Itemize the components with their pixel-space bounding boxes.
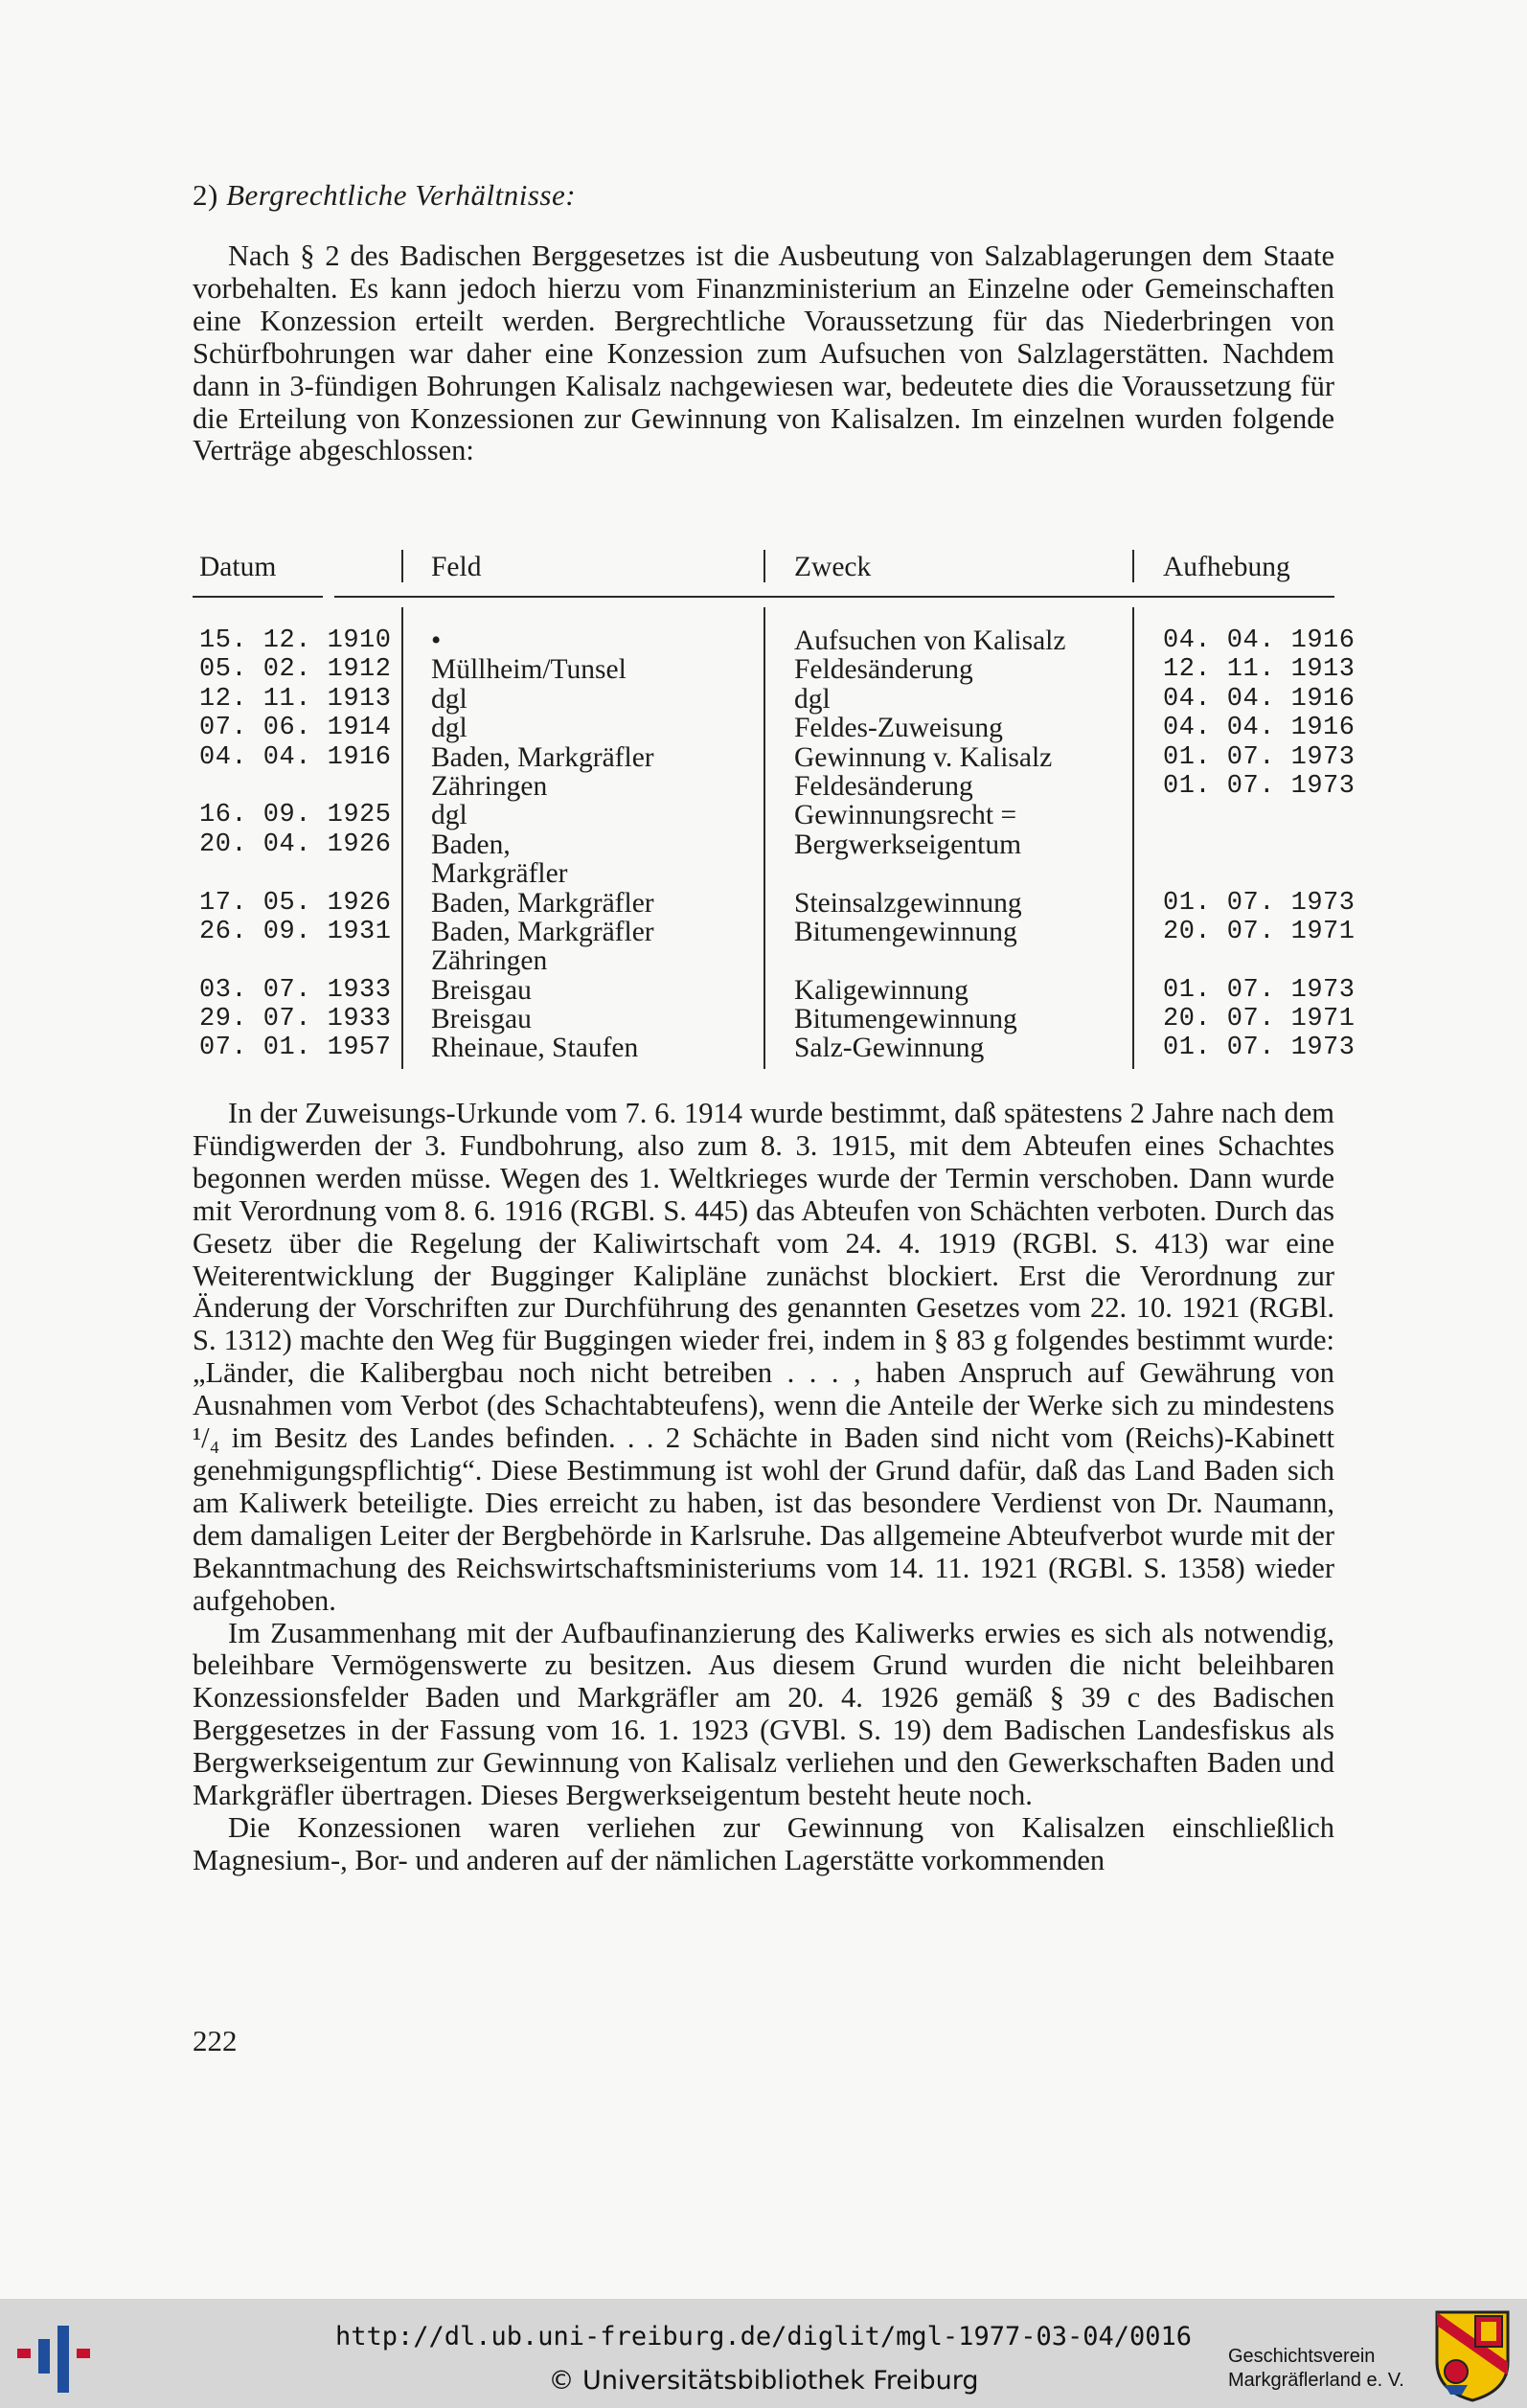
cell-datum: 20. 04. 1926 — [199, 829, 392, 859]
cell-datum: 07. 01. 1957 — [199, 1034, 392, 1063]
cell-feld: Breisgau — [431, 1004, 532, 1035]
intro-paragraph-block — [193, 240, 1334, 467]
cell-aufhebung: 01. 07. 1973 — [1163, 771, 1356, 801]
cell-zweck: Feldes-Zuweisung — [794, 713, 1003, 744]
table-row — [193, 625, 1356, 656]
cell-aufhebung: 01. 07. 1973 — [1163, 1034, 1356, 1063]
body-paragraph: Die Konzessionen waren verliehen zur Gewinnung von Kalisalzen einschließlich Magnesium-, Bor- und anderen auf der nämlichen Lagerstätte vorkommenden — [193, 1810, 1334, 1876]
cell-zweck: Salz-Gewinnung — [794, 1033, 985, 1064]
table-row — [193, 683, 1356, 715]
header-rule — [193, 596, 323, 598]
cell-feld: Rheinaue, Staufen — [431, 1033, 639, 1064]
cell-feld: Müllheim/Tunsel — [431, 654, 627, 686]
cell-feld: dgl — [431, 713, 467, 744]
table-row — [193, 1033, 1356, 1064]
source-url-link[interactable]: http://dl.ub.uni-freiburg.de/diglit/mgl-1977-03-04/0016 — [334, 2322, 1193, 2351]
cell-feld: Baden, Markgräfler — [431, 887, 654, 919]
cell-aufhebung: 04. 04. 1916 — [1163, 714, 1356, 743]
table-row — [193, 801, 1334, 829]
cell-zweck: Aufsuchen von Kalisalz — [794, 625, 1066, 656]
intro-paragraph: Nach § 2 des Badischen Berggesetzes ist die Ausbeutung von Salzablagerungen dem Staate vorbehalten. Es kann jedoch hierzu vom Finanzministerium an Einzelne oder Gemeinschaften eine Konzession erteilt werden. Bergrechtliche Voraussetzung für das Niederbringen von Schürfbohrungen war daher eine Konzession zum Aufsuchen von Salzlagerstätten. Nachdem dann in 3-fündigen Bohrungen Kalisalz nachgewiesen war, bedeutete dies die Voraussetzung für die Erteilung von Konzessionen zur Gewinnung von Kalisalzen. Im einzelnen wurden folgende Verträge abgeschlossen: — [193, 239, 1334, 467]
cell-feld: • — [431, 625, 442, 656]
table-row — [193, 887, 1356, 919]
cell-zweck: Feldesänderung — [794, 770, 973, 802]
cell-feld: dgl — [431, 800, 467, 831]
cell-feld: dgl — [431, 683, 467, 715]
concessions-table — [193, 542, 1356, 1071]
cell-aufhebung: 04. 04. 1916 — [1163, 684, 1356, 714]
table-row — [193, 830, 1334, 859]
table-row — [193, 713, 1356, 744]
cell-aufhebung: 12. 11. 1913 — [1163, 655, 1356, 685]
copyright-text: © Universitätsbibliothek Freiburg — [548, 2366, 979, 2396]
cell-feld: Zähringen — [431, 770, 548, 802]
table-row — [193, 1004, 1356, 1035]
table-row — [193, 654, 1356, 686]
cell-aufhebung: 04. 04. 1916 — [1163, 626, 1356, 655]
body-text — [193, 1098, 1334, 1877]
cell-aufhebung: 20. 07. 1971 — [1163, 917, 1356, 946]
page-number: 222 — [193, 2024, 238, 2057]
cell-zweck: Bitumengewinnung — [794, 916, 1017, 947]
section-heading — [193, 178, 1334, 213]
cell-zweck: Steinsalzgewinnung — [794, 887, 1022, 919]
header-aufhebung: Aufhebung — [1163, 552, 1290, 582]
cell-aufhebung: 01. 07. 1973 — [1163, 975, 1356, 1005]
table-divider — [1132, 550, 1134, 582]
cell-datum: 05. 02. 1912 — [199, 655, 392, 685]
cell-aufhebung: 20. 07. 1971 — [1163, 1005, 1356, 1034]
cell-feld: Baden, Markgräfler — [431, 916, 654, 947]
cell-zweck: Kaligewinnung — [794, 974, 969, 1006]
table-row — [193, 916, 1356, 947]
cell-feld: Zähringen — [431, 945, 548, 977]
table-divider — [764, 550, 765, 582]
table-divider — [401, 550, 403, 582]
cell-zweck: Bergwerkseigentum — [794, 829, 1022, 860]
cell-datum: 16. 09. 1925 — [199, 801, 392, 830]
society-line-1: Geschichtsverein — [1228, 2346, 1376, 2367]
section-title: Bergrechtliche Verhältnisse: — [226, 178, 577, 212]
coat-of-arms-icon[interactable] — [1433, 2308, 1512, 2402]
table-row — [193, 946, 1334, 975]
header-rule — [334, 596, 1334, 598]
cell-zweck: Bitumengewinnung — [794, 1004, 1017, 1035]
cell-datum: 07. 06. 1914 — [199, 714, 392, 743]
cell-zweck: Gewinnung v. Kalisalz — [794, 741, 1053, 773]
cell-datum: 12. 11. 1913 — [199, 684, 392, 714]
society-name — [1228, 2345, 1429, 2393]
cell-feld: Breisgau — [431, 974, 532, 1006]
table-row — [193, 859, 1334, 888]
table-row — [193, 741, 1356, 773]
cell-feld: Baden, Markgräfler — [431, 741, 654, 773]
body-paragraph: In der Zuweisungs-Urkunde vom 7. 6. 1914 wurde bestimmt, daß spätestens 2 Jahre nach dem Fündigwerden der 3. Fundbohrung, also zum 8. 3. 1915, mit dem Abteufen eines Schachtes begonnen werden müsse. Wegen des 1. Weltkrieges wurde der Termin verschoben. Dann wurde mit Verordnung vom 8. 6. 1916 (RGBl. S. 445) das Abteufen von Schächten verboten. Durch das Gesetz über die Regelung der Kaliwirtschaft vom 24. 4. 1919 (RGBl. S. 413) war eine Weiterentwicklung der Bugginger Kalipläne zunächst blockiert. Erst die Verordnung zur Änderung der Vorschriften zur Durchführung des genannten Gesetzes vom 22. 10. 1921 (RGBl. S. 1312) machte den Weg für Buggingen wieder frei, indem in § 83 g folgendes bestimmt wurde: „Länder, die Kalibergbau noch nicht betreiben . . . , haben Anspruch auf Gewährung von Ausnahmen vom Verbot (des Schachtabteufens), wenn die Anteile der Werke sich zu mindestens ¹/₄ im Besitz des Landes befinden. . . 2 Schächte in Baden sind nicht vom (Reichs)-Kabinett genehmigungspflichtig“. Diese Bestimmung ist wohl der Grund dafür, daß das Land Baden sich am Kaliwerk beteiligte. Dies erreicht zu haben, ist das besondere Verdienst von Dr. Naumann, dem damaligen Leiter der Bergbehörde in Karlsruhe. Das allgemeine Abteufverbot wurde mit der Bekanntmachung des Reichswirtschaftsministeriums vom 14. 11. 1921 (RGBl. S. 1358) wieder aufgehoben. — [193, 1097, 1334, 1617]
table-row — [193, 974, 1356, 1006]
cell-zweck: Gewinnungsrecht = — [794, 800, 1017, 831]
cell-datum: 15. 12. 1910 — [199, 626, 392, 655]
cell-datum: 17. 05. 1926 — [199, 888, 392, 918]
table-body — [193, 625, 1356, 1064]
header-datum: Datum — [199, 552, 277, 582]
cell-zweck: dgl — [794, 683, 831, 715]
cell-feld: Baden, — [431, 829, 511, 860]
society-line-2: Markgräflerland e. V. — [1228, 2370, 1404, 2391]
cell-aufhebung: 01. 07. 1973 — [1163, 742, 1356, 772]
cell-datum: 29. 07. 1933 — [199, 1005, 392, 1034]
section-number: 2) — [193, 178, 218, 212]
cell-zweck: Feldesänderung — [794, 654, 973, 686]
header-feld: Feld — [431, 552, 482, 582]
cell-datum: 26. 09. 1931 — [199, 917, 392, 946]
header-zweck: Zweck — [794, 552, 872, 582]
cell-aufhebung: 01. 07. 1973 — [1163, 888, 1356, 918]
table-row — [193, 770, 1356, 802]
cell-datum: 03. 07. 1933 — [199, 975, 392, 1005]
cell-feld: Markgräfler — [431, 858, 568, 890]
cell-datum: 04. 04. 1916 — [199, 742, 392, 772]
body-paragraph: Im Zusammenhang mit der Aufbaufinanzierung des Kaliwerks erwies es sich als notwendig, beleihbare Vermögenswerte zu besitzen. Aus diesem Grund wurden die nicht beleihbaren Konzessionsfelder Baden und Markgräfler am 20. 4. 1926 gemäß § 39 c des Badischen Berggesetzes in der Fassung vom 16. 1. 1923 (GVBl. S. 19) dem Badischen Landesfiskus als Bergwerkseigentum zur Gewinnung von Kalisalz verliehen und den Gewerkschaften Baden und Markgräfler übertragen. Dieses Bergwerkseigentum besteht heute noch. — [193, 1616, 1334, 1812]
